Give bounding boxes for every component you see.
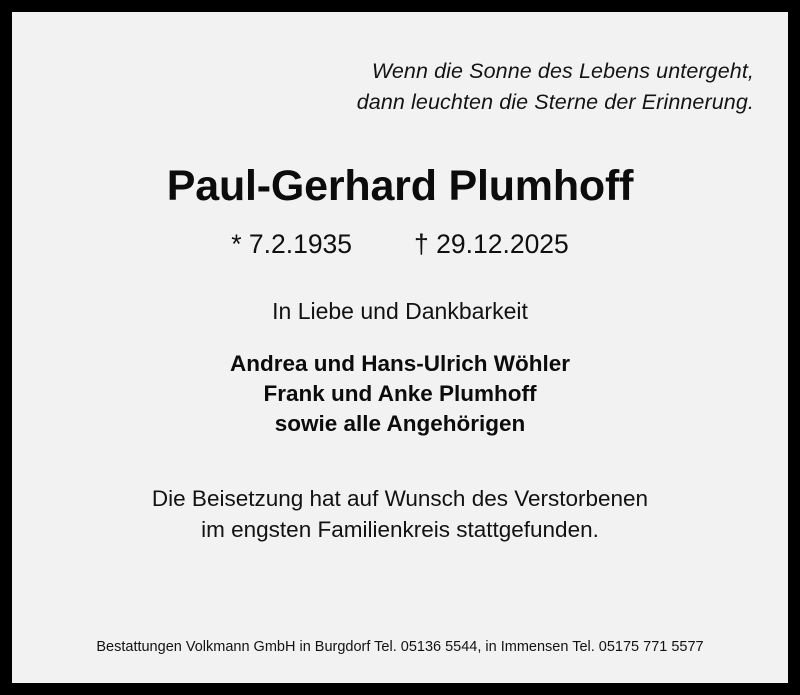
- funeral-home-footer: Bestattungen Volkmann GmbH in Burgdorf Tel. 05136 5544, in Immensen Tel. 05175 771 5577: [96, 639, 704, 655]
- funeral-note-line: Die Beisetzung hat auf Wunsch des Verstorbenen: [151, 486, 649, 511]
- birth-date: * 7.2.1935: [231, 229, 353, 259]
- mourner-line: sowie alle Angehörigen: [274, 411, 526, 436]
- mourner-line: Frank und Anke Plumhoff: [263, 381, 537, 406]
- memorial-quote-line-2: dann leuchten die Sterne der Erinnerung.: [356, 90, 754, 114]
- memorial-quote-line-1: Wenn die Sonne des Lebens untergeht,: [371, 59, 754, 83]
- dedication-text: In Liebe und Dankbarkeit: [272, 298, 528, 324]
- memorial-quote: [12, 56, 788, 118]
- life-dates: [231, 229, 569, 260]
- death-date: † 29.12.2025: [414, 229, 569, 259]
- mourner-line: Andrea und Hans-Ulrich Wöhler: [229, 351, 571, 376]
- funeral-note-line: im engsten Familienkreis stattgefunden.: [201, 517, 599, 542]
- obituary-card: [12, 12, 788, 683]
- deceased-name: Paul-Gerhard Plumhoff: [166, 162, 634, 210]
- funeral-note: [152, 483, 648, 545]
- mourners-list: [230, 349, 570, 439]
